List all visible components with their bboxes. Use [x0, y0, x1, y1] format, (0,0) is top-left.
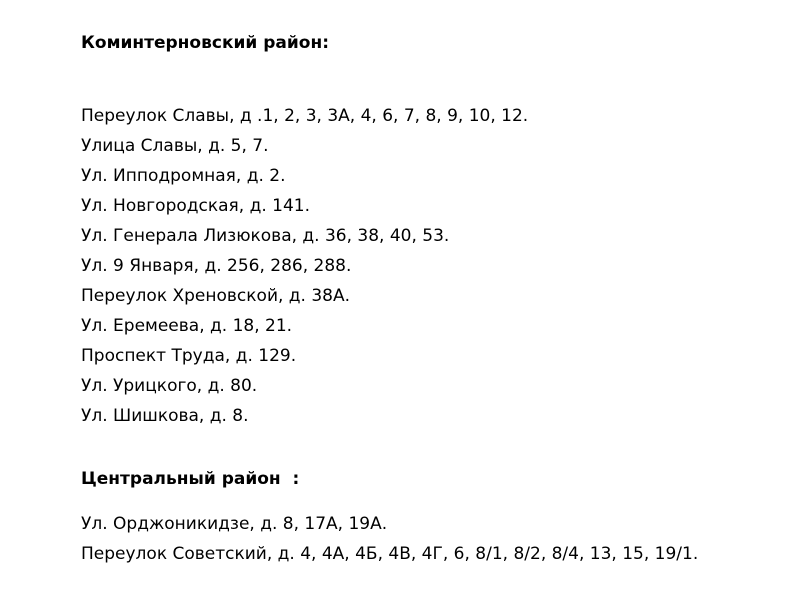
address-line: Ул. Урицкого, д. 80.	[81, 376, 258, 396]
address-line: Ул. Ипподромная, д. 2.	[81, 166, 286, 186]
address-line: Улица Славы, д. 5, 7.	[81, 136, 269, 156]
address-line: Ул. Орджоникидзе, д. 8, 17А, 19А.	[81, 514, 388, 534]
address-line: Ул. 9 Января, д. 256, 286, 288.	[81, 256, 352, 276]
address-list-central	[81, 511, 698, 571]
section-heading-komintern: Коминтерновский район:	[81, 33, 329, 53]
address-line: Ул. Шишкова, д. 8.	[81, 406, 249, 426]
address-line: Ул. Новгородская, д. 141.	[81, 196, 310, 216]
address-line: Ул. Еремеева, д. 18, 21.	[81, 316, 293, 336]
address-line: Проспект Труда, д. 129.	[81, 346, 297, 366]
section-heading-central: Центральный район :	[81, 469, 300, 489]
address-list-komintern	[81, 103, 528, 433]
address-line: Ул. Генерала Лизюкова, д. 36, 38, 40, 53.	[81, 226, 450, 246]
address-line: Переулок Хреновской, д. 38А.	[81, 286, 351, 306]
address-line: Переулок Славы, д .1, 2, 3, 3А, 4, 6, 7, 8, 9, 10, 12.	[81, 106, 529, 126]
address-line: Переулок Советский, д. 4, 4А, 4Б, 4В, 4Г, 6, 8/1, 8/2, 8/4, 13, 15, 19/1.	[81, 544, 699, 564]
